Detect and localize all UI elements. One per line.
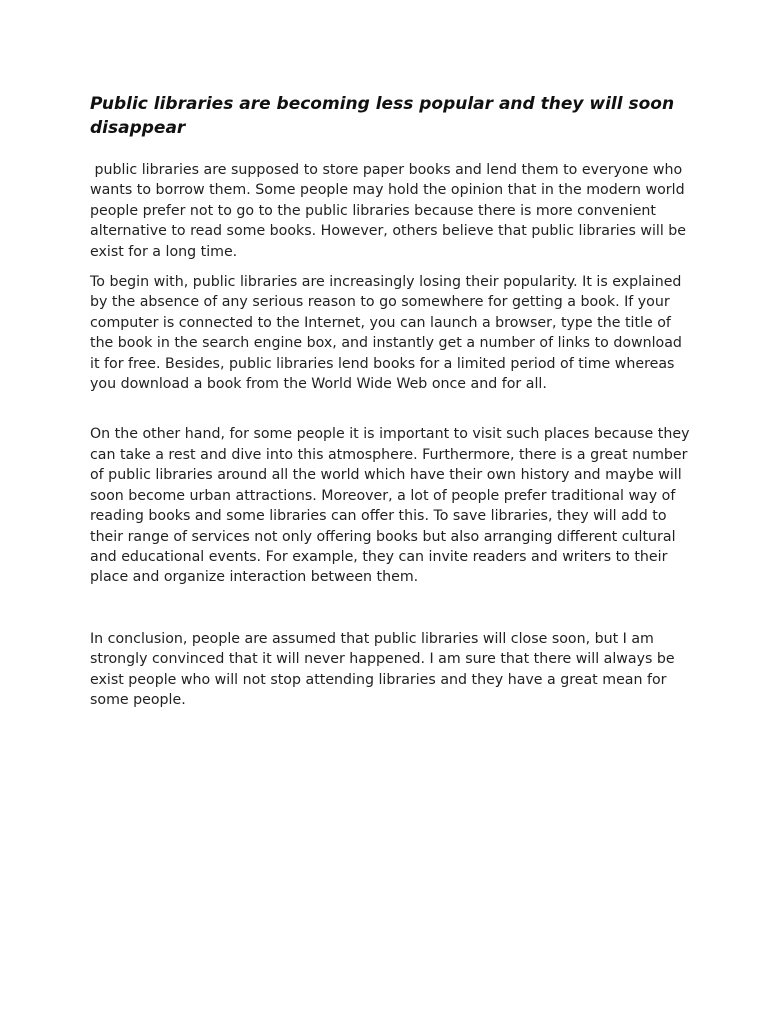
paragraph-spacer bbox=[90, 262, 690, 272]
paragraph-intro: public libraries are supposed to store paper books and lend them to everyone who wants to borrow them. Some people may hold the opinion that in the modern world people prefer not to go to the public libraries because there is more convenient alternative to read some books. However, others believe that public libraries will be exist for a long time. bbox=[90, 162, 691, 260]
paragraph-spacer bbox=[90, 394, 690, 424]
document-body bbox=[90, 92, 694, 710]
paragraph-body-1: To begin with, public libraries are increasingly losing their popularity. It is explained by the absence of any serious reason to go somewhere for getting a book. If your computer is connected to the Internet, you can launch a browser, type the title of the book in the search engine box, and instantly get a number of links to download it for free. Besides, public libraries lend books for a limited period of time whereas you download a book from the World Wide Web once and for all. bbox=[90, 274, 687, 393]
document-title: Public libraries are becoming less popular and they will soon disappear bbox=[90, 94, 675, 138]
paragraph-conclusion: In conclusion, people are assumed that public libraries will close soon, but I am strongly convinced that it will never happened. I am sure that there will always be exist people who will not stop attending libraries and they have a great mean for some people. bbox=[90, 630, 680, 708]
paragraph-spacer bbox=[90, 588, 690, 629]
paragraph-body-2: On the other hand, for some people it is important to visit such places because they can take a rest and dive into this atmosphere. Furthermore, there is a great number of public libraries around all the world which have their own history and maybe will soon become urban attractions. Moreover, a lot of people prefer traditional way of reading books and some libraries can offer this. To save libraries, they will add to their range of services not only offering books but also arranging different cultural and educational events. For example, they can invite readers and writers to their place and organize interaction between them. bbox=[90, 426, 694, 586]
